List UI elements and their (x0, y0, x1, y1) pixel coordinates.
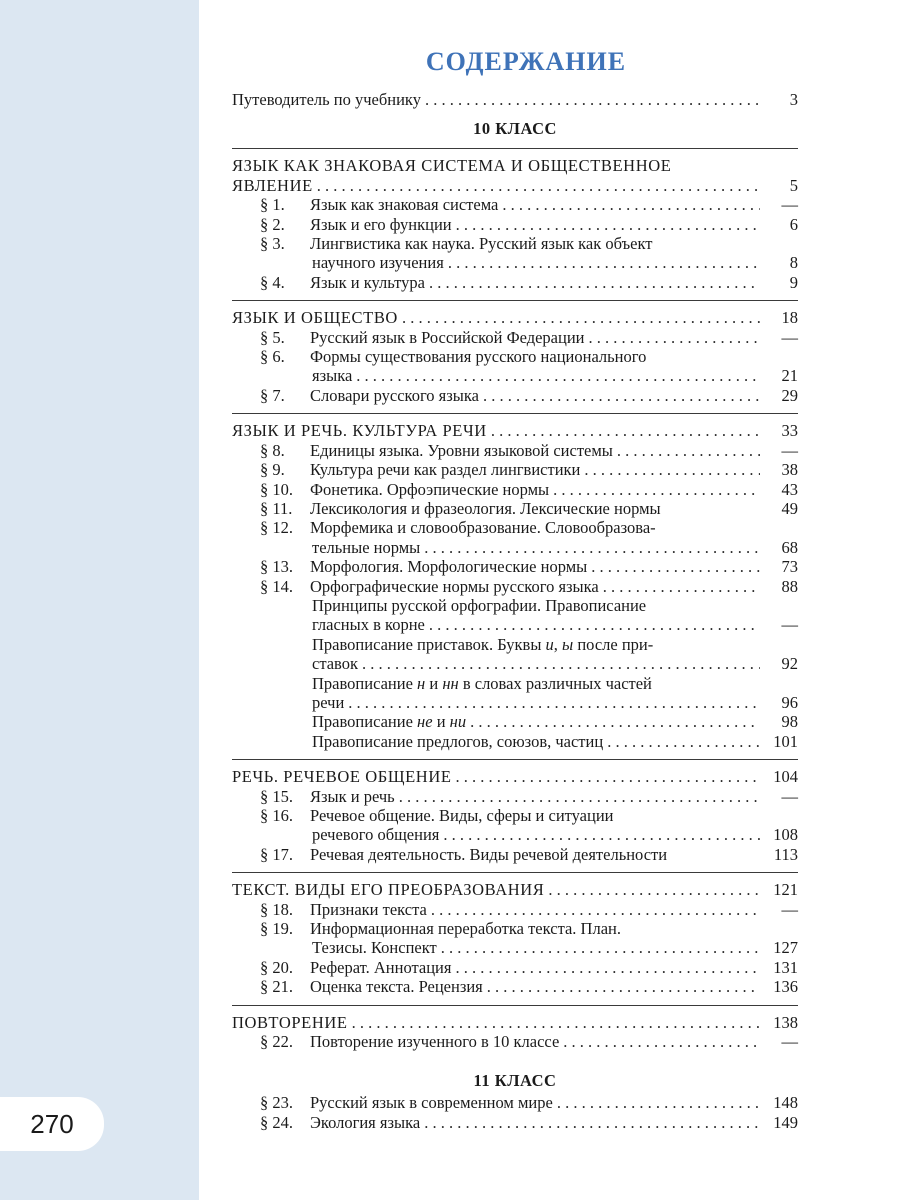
toc-entry-par-20[interactable]: § 20. Реферат. Аннотация . . . 131 (232, 958, 798, 977)
toc-entry-chapter-6[interactable]: ПОВТОРЕНИЕ . . . 138 (232, 1013, 798, 1032)
toc-entry-chapter-4[interactable]: РЕЧЬ. РЕЧЕВОЕ ОБЩЕНИЕ . . . 104 (232, 767, 798, 786)
toc-entry-par-18[interactable]: § 18. Признаки текста . . . — (232, 900, 798, 919)
toc-entry-par-15[interactable]: § 15. Язык и речь . . . — (232, 787, 798, 806)
toc-entry-subsection-prefixes[interactable]: ставок . . . 92 (232, 654, 798, 673)
toc-entry-chapter-3[interactable]: ЯЗЫК И РЕЧЬ. КУЛЬТУРА РЕЧИ . . . 33 (232, 421, 798, 440)
table-of-contents (232, 46, 798, 1132)
toc-entry-par-11[interactable]: § 11. Лексикология и фразеология. Лексические нормы 49 (260, 498, 798, 518)
toc-entry-chapter-2[interactable]: ЯЗЫК И ОБЩЕСТВО . . . 18 (232, 308, 798, 327)
toc-entry-subsection-n-nn[interactable]: речи . . . 96 (232, 693, 798, 712)
toc-entry-par-17[interactable]: § 17. Речевая деятельность. Виды речевой деятельности 113 (260, 844, 798, 864)
toc-entry-par-9[interactable]: § 9. Культура речи как раздел лингвистики . . . 38 (232, 460, 798, 479)
class-11-heading: 11 КЛАСС (473, 1071, 557, 1091)
divider (232, 413, 798, 414)
toc-entry-par-5[interactable]: § 5. Русский язык в Российской Федерации . . . — (232, 328, 798, 347)
divider (232, 1005, 798, 1006)
toc-entry-par-24[interactable]: § 24. Экология языка . . . 149 (232, 1113, 798, 1132)
chapter-5: ТЕКСТ. ВИДЫ ЕГО ПРЕОБРАЗОВАНИЯ . . . 121 § 18. Признаки текста . . . — § 19. Информационная переработка текста. План. Тезисы. Конспект . . . 127 § 20. Реферат. Аннотация . . . 131 § 21. Оценка текста. Рецензия . . . 136 (232, 880, 798, 996)
toc-entry-subsection-ne-ni[interactable]: Правописание не и ни . . . 98 (232, 712, 798, 731)
toc-entry-subsection-vowels[interactable]: гласных в корне . . . — (232, 615, 798, 634)
chapter-4: РЕЧЬ. РЕЧЕВОЕ ОБЩЕНИЕ . . . 104 § 15. Язык и речь . . . — § 16. Речевое общение. Виды, сферы и ситуации речевого общения . . . 108 § 17. Речевая деятельность. Виды речевой деятельности 113 (232, 767, 798, 864)
divider (232, 872, 798, 873)
page-number: 270 (0, 1097, 104, 1151)
class-11-section (232, 1093, 798, 1132)
toc-entry-guide[interactable]: Путеводитель по учебнику . . . 3 (232, 90, 798, 109)
toc-entry-chapter-1[interactable]: ЯВЛЕНИЕ . . . 5 (232, 176, 798, 195)
toc-entry-par-10[interactable]: § 10. Фонетика. Орфоэпические нормы . . . 43 (232, 480, 798, 499)
toc-entry-subsection-particles[interactable]: Правописание предлогов, союзов, частиц . . . 101 (232, 732, 798, 751)
class-10-heading: 10 КЛАСС (473, 119, 557, 139)
divider (232, 759, 798, 760)
toc-entry-par-19[interactable]: Тезисы. Конспект . . . 127 (232, 938, 798, 957)
toc-title: СОДЕРЖАНИЕ (425, 47, 627, 76)
divider (232, 300, 798, 301)
toc-entry-par-2[interactable]: § 2. Язык и его функции . . . 6 (232, 215, 798, 234)
toc-entry-par-3[interactable]: научного изучения . . . 8 (232, 253, 798, 272)
chapter-title-line: ЯЗЫК КАК ЗНАКОВАЯ СИСТЕМА И ОБЩЕСТВЕННОЕ (232, 156, 672, 176)
chapter-1: ЯЗЫК КАК ЗНАКОВАЯ СИСТЕМА И ОБЩЕСТВЕННОЕ ЯВЛЕНИЕ . . . 5 § 1. Язык как знаковая система . . . — § 2. Язык и его функции . . . 6 § 3. Лингвистика как наука. Русский язык как объект научного изучения . . . 8 § 4. Язык и культура . . . 9 (232, 156, 798, 292)
toc-entry-par-21[interactable]: § 21. Оценка текста. Рецензия . . . 136 (232, 977, 798, 996)
chapter-2: ЯЗЫК И ОБЩЕСТВО . . . 18 § 5. Русский язык в Российской Федерации . . . — § 6. Формы существования русского национального языка . . . 21 § 7. Словари русского языка . . . 29 (232, 308, 798, 405)
chapter-6 (232, 1013, 798, 1052)
toc-entry-chapter-5[interactable]: ТЕКСТ. ВИДЫ ЕГО ПРЕОБРАЗОВАНИЯ . . . 121 (232, 880, 798, 899)
toc-entry-par-13[interactable]: § 13. Морфология. Морфологические нормы . . . 73 (232, 557, 798, 576)
toc-entry-par-22[interactable]: § 22. Повторение изученного в 10 классе . . . — (232, 1032, 798, 1051)
toc-entry-par-23[interactable]: § 23. Русский язык в современном мире . . . 148 (232, 1093, 798, 1112)
toc-entry-par-12[interactable]: тельные нормы . . . 68 (232, 538, 798, 557)
chapter-3: ЯЗЫК И РЕЧЬ. КУЛЬТУРА РЕЧИ . . . 33 § 8. Единицы языка. Уровни языковой системы . . . — § 9. Культура речи как раздел лингвистики . . . 38 § 10. Фонетика. Орфоэпические нормы . . . 43 § 11. Лексикология и фразеология. Лексические нормы 49 § 12. Морфемика и словообразование. Словообразова- тельные нормы . . . 68 § 13. Морфология. Морфологические нормы . . . 73 § 14. Орфографические нормы русского языка . . . 88 Принципы русской орфографии. Правописание гласных в корне . . . — Правописание приставок. Буквы и, ы после при- ставок . . . 92 Правописание н и нн в словах различных частей речи . . . 96 Правописание не и ни . . . 98 Правописание предлогов, союзов, частиц . . . 101 (232, 421, 798, 751)
page-margin-strip (0, 0, 199, 1200)
toc-entry-par-7[interactable]: § 7. Словари русского языка . . . 29 (232, 386, 798, 405)
toc-entry-par-4[interactable]: § 4. Язык и культура . . . 9 (232, 273, 798, 292)
toc-entry-par-6[interactable]: языка . . . 21 (232, 366, 798, 385)
divider (232, 148, 798, 149)
toc-entry-par-8[interactable]: § 8. Единицы языка. Уровни языковой системы . . . — (232, 441, 798, 460)
toc-entry-par-16[interactable]: речевого общения . . . 108 (232, 825, 798, 844)
toc-entry-par-14[interactable]: § 14. Орфографические нормы русского языка . . . 88 (232, 577, 798, 596)
toc-entry-par-1[interactable]: § 1. Язык как знаковая система . . . — (232, 195, 798, 214)
